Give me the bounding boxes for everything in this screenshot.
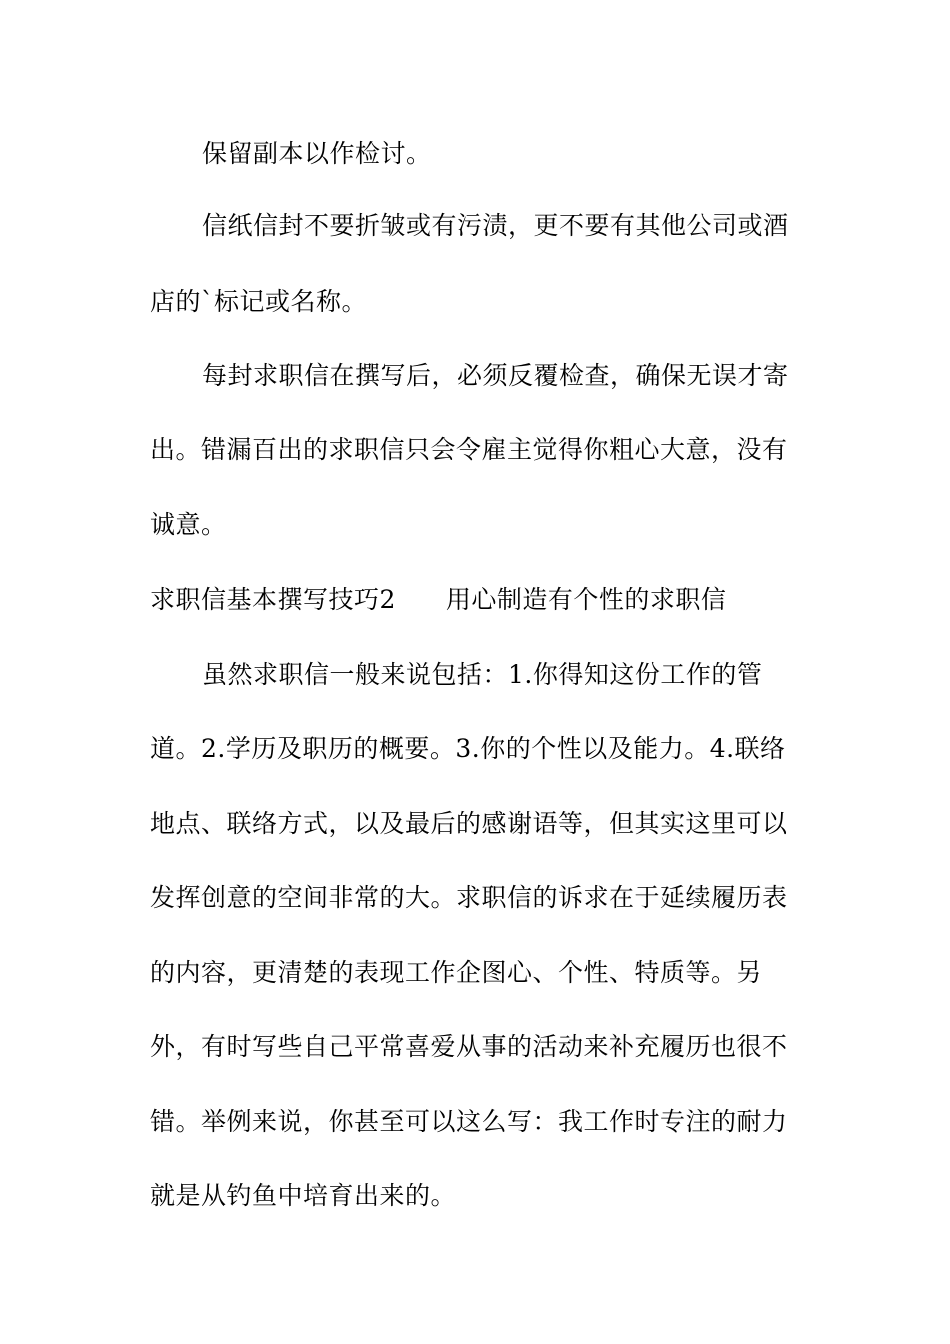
paragraph-line: 信纸信封不要折皱或有污渍，更不要有其他公司或酒 [202, 211, 789, 240]
paragraph-line: 道。2.学历及职历的概要。3.你的个性以及能力。4.联络 [150, 734, 786, 763]
paragraph-line: 就是从钓鱼中培育出来的。 [150, 1181, 457, 1210]
section-heading [150, 584, 810, 616]
paragraph-line: 地点、联络方式，以及最后的感谢语等，但其实这里可以 [150, 809, 788, 838]
paragraph-line: 虽然求职信一般来说包括：1.你得知这份工作的管 [202, 660, 763, 689]
paragraph-line: 出。错漏百出的求职信只会令雇主觉得你粗心大意，没有 [150, 435, 788, 464]
paragraph-line: 发挥创意的空间非常的大。求职信的诉求在于延续履历表 [150, 883, 788, 912]
paragraph-line: 外，有时写些自己平常喜爱从事的活动来补充履历也很不 [150, 1032, 788, 1061]
paragraph-line: 错。举例来说，你甚至可以这么写：我工作时专注的耐力 [150, 1107, 788, 1136]
paragraph-line: 的内容，更清楚的表现工作企图心、个性、特质等。另 [150, 958, 763, 987]
paragraph-line: 每封求职信在撰写后，必须反覆检查，确保无误才寄 [202, 361, 789, 390]
paragraph-line: 店的`标记或名称。 [150, 287, 368, 316]
paragraph-line: 保留副本以作检讨。 [202, 139, 432, 168]
section-heading-number: 求职信基本撰写技巧2 [150, 585, 396, 614]
paragraph-line: 诚意。 [150, 510, 227, 539]
section-heading-title: 用心制造有个性的求职信 [445, 585, 727, 614]
